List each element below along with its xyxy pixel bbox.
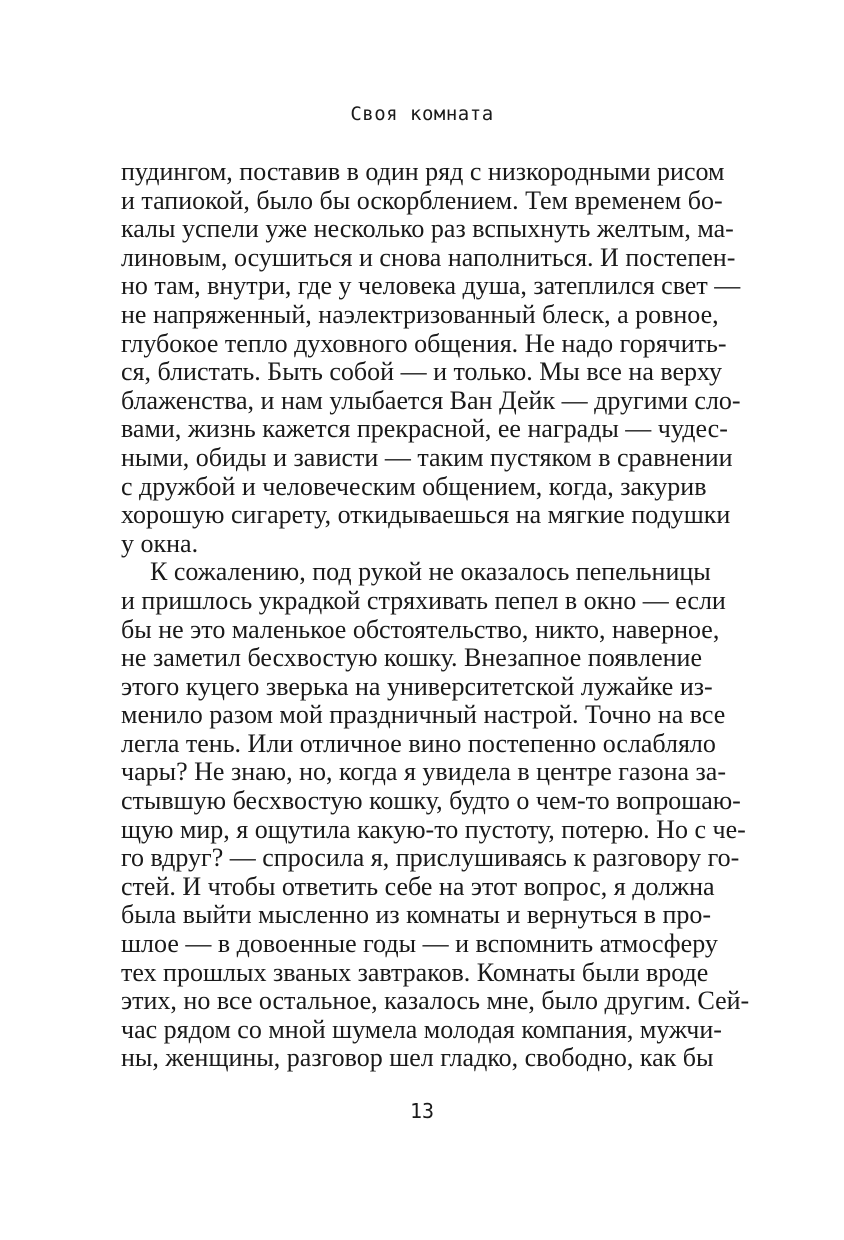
text-line: стывшую бесхвостую кошку, будто о чем-то вопрошаю- [121, 786, 741, 816]
text-line: у окна. [121, 528, 199, 558]
text-line: и пришлось украдкой стряхивать пепел в окно — если [121, 585, 726, 615]
text-line: калы успели уже несколько раз вспыхнуть желтым, ма- [121, 214, 734, 244]
text-line: го вдруг? — спросила я, прислушиваясь к разговору го- [121, 843, 740, 873]
text-line: стей. И чтобы ответить себе на этот вопрос, я должна [121, 871, 715, 901]
text-line: не напряженный, наэлектризованный блеск, а ровное, [121, 299, 719, 329]
text-line: бы не это маленькое обстоятельство, никто, наверное, [121, 614, 720, 644]
text-line: тех прошлых званых завтраков. Комнаты были вроде [121, 957, 709, 987]
text-line: час рядом со мной шумела молодая компания, мужчи- [121, 1014, 722, 1044]
text-line: шлое — в довоенные годы — и вспомнить атмосферу [121, 929, 718, 959]
body-text [121, 157, 750, 1073]
text-line: была выйти мысленно из комнаты и вернуться в про- [121, 900, 712, 930]
text-line: линовым, осушиться и снова наполниться. И постепен- [121, 242, 736, 272]
running-head-title: Своя комната [350, 103, 494, 125]
text-line: глубокое тепло духовного общения. Не надо горячить- [121, 328, 727, 358]
text-line: ными, обиды и зависти — таким пустяком в сравнении [121, 442, 733, 472]
text-line: хорошую сигарету, откидываешься на мягкие подушки [121, 500, 731, 530]
text-line: с дружбой и человеческим общением, когда, закурив [121, 471, 707, 501]
paragraph [121, 557, 750, 1073]
text-line: и тапиокой, было бы оскорблением. Тем временем бо- [121, 185, 723, 215]
text-line: К сожалению, под рукой не оказалось пепельницы [150, 557, 711, 587]
text-line: вами, жизнь кажется прекрасной, ее награды — чудес- [121, 414, 728, 444]
text-line: пудингом, поставив в один ряд с низкородными рисом [121, 157, 725, 186]
text-line: но там, внутри, где у человека душа, затеплился свет — [121, 271, 741, 301]
text-line: этого куцего зверька на университетской лужайке из- [121, 671, 713, 701]
page-number: 13 [409, 1099, 435, 1123]
text-line: чары? Не знаю, но, когда я увидела в центре газона за- [121, 757, 726, 787]
text-line: не заметил бесхвостую кошку. Внезапное появление [121, 643, 702, 673]
text-line: легла тень. Или отличное вино постепенно ослабляло [121, 728, 716, 758]
text-line: блаженства, и нам улыбается Ван Дейк — другими сло- [121, 385, 741, 415]
paragraph [121, 157, 741, 558]
text-line: этих, но все остальное, казалось мне, было другим. Сей- [121, 986, 750, 1016]
text-line: щую мир, я ощутила какую-то пустоту, потерю. Но с че- [121, 814, 746, 844]
text-line: ся, блистать. Быть собой — и только. Мы все на верху [121, 357, 723, 387]
text-line: менило разом мой праздничный настрой. Точно на все [121, 700, 726, 730]
text-line: ны, женщины, разговор шел гладко, свободно, как бы [121, 1043, 714, 1073]
